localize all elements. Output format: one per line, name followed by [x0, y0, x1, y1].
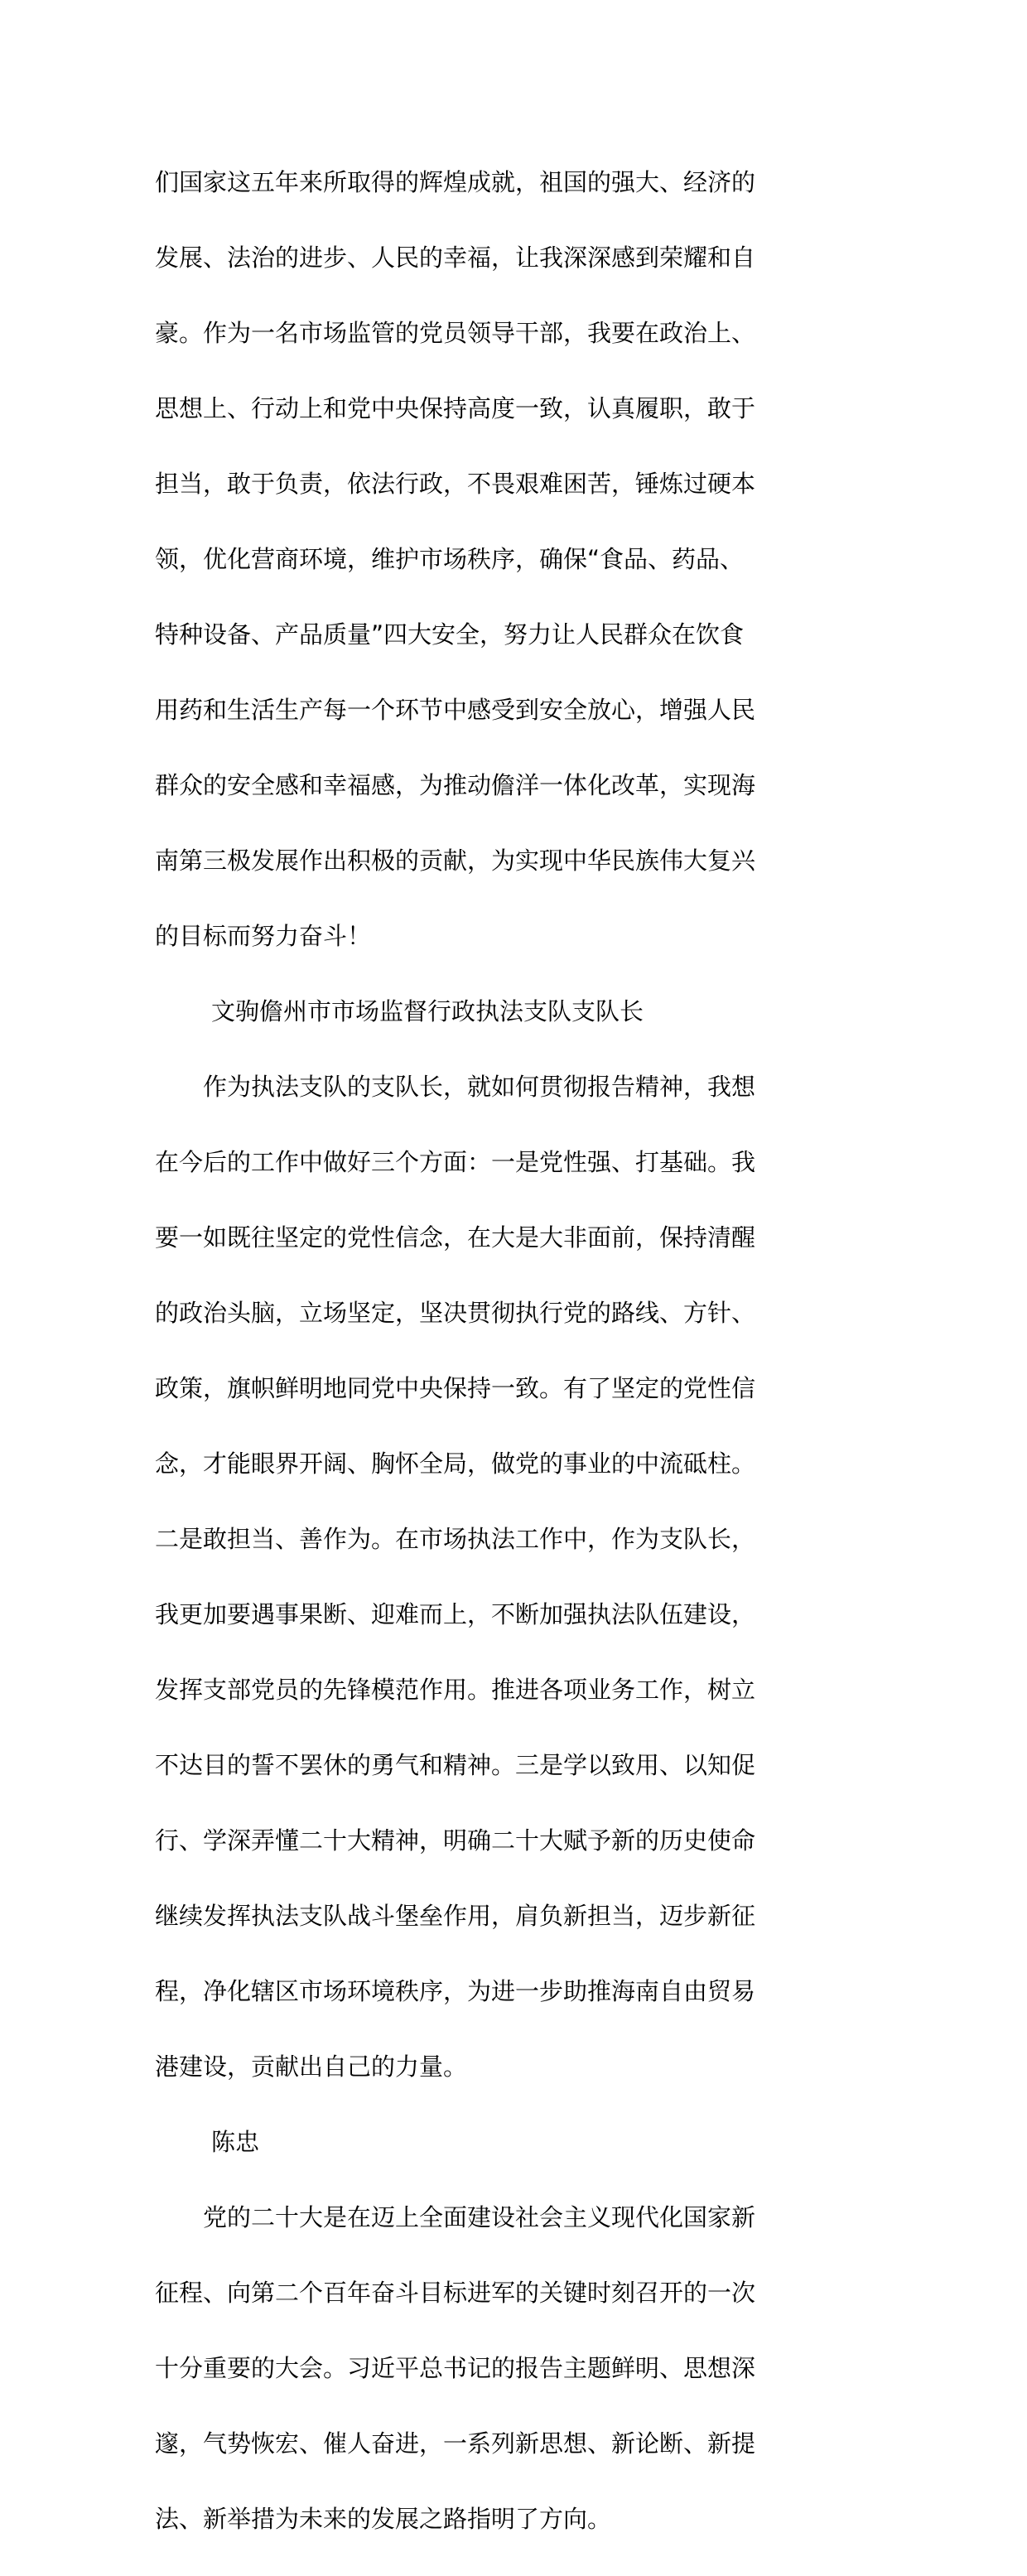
- text-line: 继续发挥执法支队战斗堡垒作用，肩负新担当，迈步新征: [155, 1901, 756, 1930]
- text-line: 党的二十大是在迈上全面建设社会主义现代化国家新: [155, 2202, 756, 2231]
- text-line: 十分重要的大会。习近平总书记的报告主题鲜明、思想深: [155, 2353, 756, 2382]
- speaker-name-chenzhong: 陈忠: [211, 2127, 260, 2156]
- document-body: [155, 126, 875, 2576]
- paragraph-3: [155, 2161, 875, 2576]
- text-line: 不达目的誓不罢休的勇气和精神。三是学以致用、以知促: [155, 1750, 756, 1779]
- text-line: 法、新举措为未来的发展之路指明了方向。: [155, 2504, 612, 2533]
- text-line: 作为执法支队的支队长，就如何贯彻报告精神，我想: [155, 1072, 756, 1101]
- text-line: 的目标而努力奋斗！: [155, 921, 372, 950]
- text-line: 二是敢担当、善作为。在市场执法工作中，作为支队长，: [155, 1524, 756, 1553]
- text-line: 我更加要遇事果断、迎难而上，不断加强执法队伍建设，: [155, 1599, 756, 1628]
- text-line: 发挥支部党员的先锋模范作用。推进各项业务工作，树立: [155, 1675, 756, 1704]
- text-line: 思想上、行动上和党中央保持高度一致，认真履职，敢于: [155, 393, 756, 422]
- text-line: 们国家这五年来所取得的辉煌成就，祖国的强大、经济的: [155, 167, 756, 196]
- text-line: 港建设，贡献出自己的力量。: [155, 2052, 468, 2081]
- text-line: 行、学深弄懂二十大精神，明确二十大赋予新的历史使命: [155, 1826, 756, 1855]
- text-line: 邃，气势恢宏、催人奋进，一系列新思想、新论断、新提: [155, 2429, 756, 2458]
- text-line: 征程、向第二个百年奋斗目标进军的关键时刻召开的一次: [155, 2278, 756, 2307]
- text-line: 在今后的工作中做好三个方面：一是党性强、打基础。我: [155, 1147, 756, 1176]
- text-line: 担当，敢于负责，依法行政，不畏艰难困苦，锤炼过硬本: [155, 469, 756, 498]
- text-line: 发展、法治的进步、人民的幸福，让我深深感到荣耀和自: [155, 243, 756, 272]
- text-line: 领，优化营商环境，维护市场秩序，确保“食品、药品、: [155, 544, 745, 573]
- text-line: 程，净化辖区市场环境秩序，为进一步助推海南自由贸易: [155, 1976, 756, 2005]
- text-line: 群众的安全感和幸福感，为推动儋洋一体化改革，实现海: [155, 770, 756, 799]
- text-line: 特种设备、产品质量”四大安全，努力让人民群众在饮食: [155, 620, 745, 649]
- speaker-name-wenju: 文驹儋州市市场监督行政执法支队支队长: [211, 996, 644, 1025]
- text-line: 用药和生活生产每一个环节中感受到安全放心，增强人民: [155, 695, 756, 724]
- paragraph-1: [155, 126, 875, 993]
- text-line: 要一如既往坚定的党性信念，在大是大非面前，保持清醒: [155, 1223, 756, 1252]
- text-line: 豪。作为一名市场监管的党员领导干部，我要在政治上、: [155, 318, 756, 347]
- text-line: 的政治头脑，立场坚定，坚决贯彻执行党的路线、方针、: [155, 1298, 756, 1327]
- text-line: 政策，旗帜鲜明地同党中央保持一致。有了坚定的党性信: [155, 1373, 756, 1402]
- text-line: 念，才能眼界开阔、胸怀全局，做党的事业的中流砥柱。: [155, 1449, 756, 1478]
- text-line: 南第三极发展作出积极的贡献，为实现中华民族伟大复兴: [155, 846, 756, 875]
- paragraph-2: [155, 1030, 875, 2124]
